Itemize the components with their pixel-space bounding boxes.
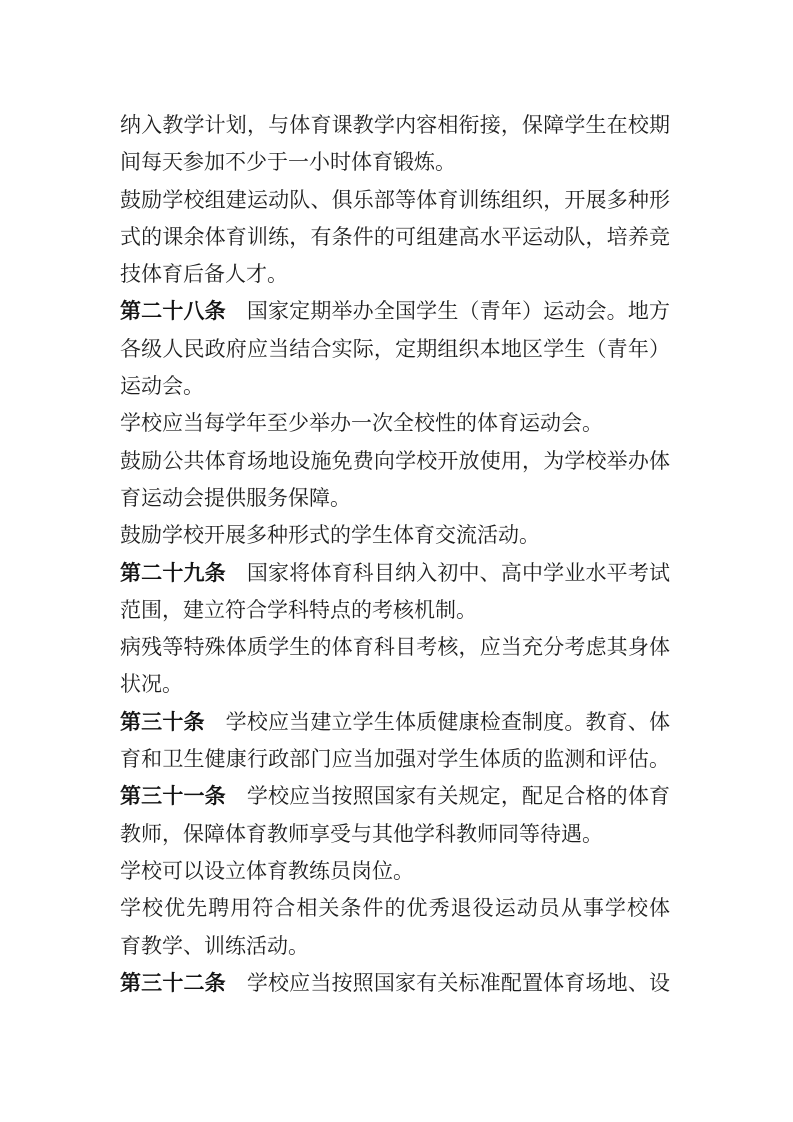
text-line xyxy=(120,928,670,965)
text-line xyxy=(120,368,670,405)
line-text: 式的课余体育训练，有条件的可组建高水平运动队，培养竞 xyxy=(120,224,670,249)
line-text: 育运动会提供服务保障。 xyxy=(120,485,351,510)
line-text: 状况。 xyxy=(120,672,183,697)
text-line xyxy=(120,666,670,703)
line-text: 鼓励学校开展多种形式的学生体育交流活动。 xyxy=(120,523,540,548)
line-text: 国家将体育科目纳入初中、高中学业水平考试 xyxy=(246,560,670,585)
text-line xyxy=(120,741,670,778)
article-line xyxy=(120,965,670,1002)
article-number: 第三十一条 xyxy=(120,784,226,809)
article-number: 第三十条 xyxy=(120,709,205,734)
line-text: 鼓励学校组建运动队、俱乐部等体育训练组织，开展多种形 xyxy=(120,187,670,212)
article-line xyxy=(120,778,670,815)
text-line xyxy=(120,629,670,666)
line-text: 间每天参加不少于一小时体育锻炼。 xyxy=(120,150,456,175)
line-text: 教师，保障体育教师享受与其他学科教师同等待遇。 xyxy=(120,821,603,846)
document-text-block xyxy=(120,107,670,1002)
line-text: 学校可以设立体育教练员岗位。 xyxy=(120,858,414,883)
text-line xyxy=(120,182,670,219)
line-text: 纳入教学计划，与体育课教学内容相衔接，保障学生在校期 xyxy=(120,113,670,137)
article-number: 第二十八条 xyxy=(120,299,226,324)
line-text: 学校应当按照国家有关规定，配足合格的体育 xyxy=(246,784,670,809)
line-text: 范围，建立符合学科特点的考核机制。 xyxy=(120,597,477,622)
text-line xyxy=(120,853,670,890)
line-text: 各级人民政府应当结合实际，定期组织本地区学生（青年） xyxy=(120,336,670,361)
line-text: 育教学、训练活动。 xyxy=(120,933,309,958)
line-text: 技体育后备人才。 xyxy=(120,262,288,287)
text-line xyxy=(120,107,670,144)
line-text: 育和卫生健康行政部门应当加强对学生体质的监测和评估。 xyxy=(120,747,670,772)
text-line xyxy=(120,144,670,181)
line-text: 学校应当建立学生体质健康检查制度。教育、体 xyxy=(225,709,670,734)
text-line xyxy=(120,592,670,629)
line-text: 鼓励公共体育场地设施免费向学校开放使用，为学校举办体 xyxy=(120,448,670,473)
text-line xyxy=(120,405,670,442)
article-line xyxy=(120,293,670,330)
article-number: 第二十九条 xyxy=(120,560,226,585)
line-text: 运动会。 xyxy=(120,374,204,399)
article-line xyxy=(120,704,670,741)
text-line xyxy=(120,517,670,554)
text-line xyxy=(120,219,670,256)
line-text: 学校应当每学年至少举办一次全校性的体育运动会。 xyxy=(120,411,603,436)
text-line xyxy=(120,480,670,517)
text-line xyxy=(120,331,670,368)
article-line xyxy=(120,555,670,592)
line-text: 病残等特殊体质学生的体育科目考核，应当充分考虑其身体 xyxy=(120,635,670,660)
text-line xyxy=(120,890,670,927)
text-line xyxy=(120,443,670,480)
line-text: 国家定期举办全国学生（青年）运动会。地方 xyxy=(246,299,670,324)
text-line xyxy=(120,816,670,853)
line-text: 学校优先聘用符合相关条件的优秀退役运动员从事学校体 xyxy=(120,896,670,921)
text-line xyxy=(120,256,670,293)
line-text: 学校应当按照国家有关标准配置体育场地、设 xyxy=(246,970,670,995)
article-number: 第三十二条 xyxy=(120,970,226,995)
